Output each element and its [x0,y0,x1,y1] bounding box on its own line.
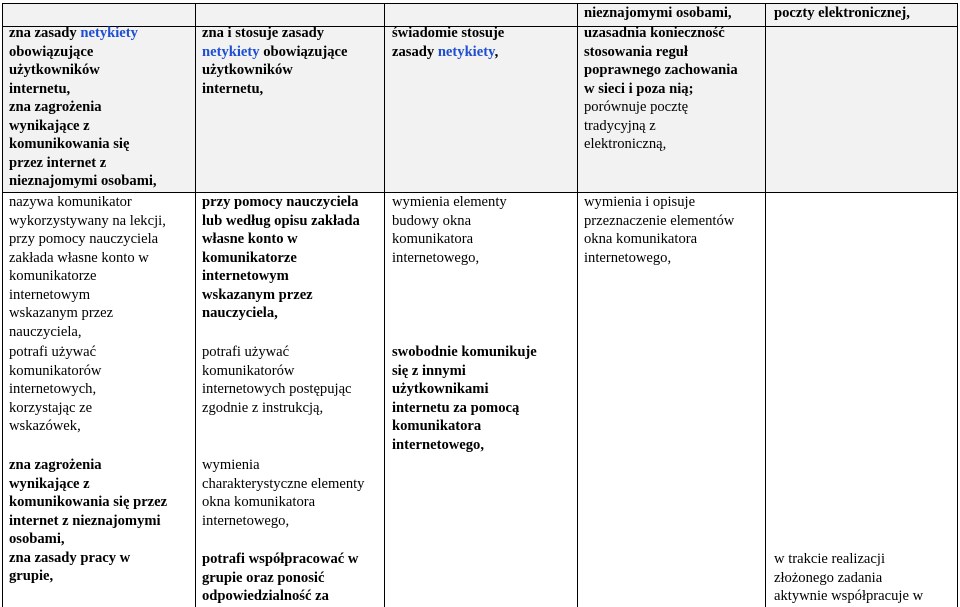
col2-line: zna i stosuje zasady [202,25,325,41]
column-header-4: nieznajomymi osobami, [584,5,732,21]
col1-line: wskazanym przez [9,305,114,321]
col1-line: zna zagrożenia [9,457,102,473]
col5-line: aktywnie współpracuje w [774,588,924,604]
col1-line: potrafi używać [9,344,97,360]
col4-line: w sieci i poza nią; [584,80,694,97]
col1-line: nauczyciela, [9,323,82,340]
col3-block2 [392,193,576,267]
col1-line: nieznajomymi osobami, [9,173,157,189]
netiquette-term: netykiety [202,43,260,60]
col2-line: użytkowników [202,62,293,78]
col1-line: internet z nieznajomymi [9,512,161,529]
col1-line: zakłada własne konto w [9,249,149,266]
column-header-5: poczty elektronicznej, [774,5,910,21]
col1-line: zna zagrożenia [9,99,102,115]
col1-block3 [9,230,193,341]
col1-line: zna zasady pracy w [9,549,131,566]
col2-line: netykiety obowiązujące [202,43,348,60]
col2-line: internetowym [202,268,289,284]
col1-line: wynikające z [9,475,90,492]
col1-line: przez internet z [9,154,107,171]
col3-block3 [392,343,576,454]
col1-line: internetu, [9,80,71,97]
col4-line: przeznaczenie elementów [584,212,735,229]
col1-line: osobami, [9,531,65,547]
col1-line: wynikające z [9,117,90,134]
netiquette-term: netykiety [80,25,138,41]
col2-block3 [202,343,382,417]
col2-line: komunikatorów [202,362,295,379]
col3-line: internetu za pomocą [392,399,520,416]
col2-line: nauczyciela, [202,305,278,321]
col4-line: porównuje pocztę [584,99,689,115]
col4-line: okna komunikatora [584,231,698,247]
col1-block5 [9,456,193,586]
col2-block2 [202,193,382,323]
table-col-divider [765,3,766,607]
col2-line: wskazanym przez [202,286,313,303]
col2-line: wymienia [202,457,260,473]
col2-line: internetowego, [202,512,290,529]
col1-line: grupie, [9,568,54,584]
col2-line: charakterystyczne elementy [202,475,365,492]
col1-line: internetowym [9,286,91,303]
col4-line: uzasadnia konieczność [584,25,725,41]
col2-line: potrafi używać [202,344,290,360]
col2-line: grupie oraz ponosić [202,569,325,586]
col1-block2 [9,193,193,230]
col4-line: internetowego, [584,249,672,266]
col1-line: komunikowania się [9,136,130,152]
col3-line: świadomie stosuje [392,25,505,41]
table-border-left [2,3,3,607]
col1-line: komunikatorze [9,268,97,284]
col2-line: lub według opisu zakłada [202,212,360,229]
table-col-divider [384,3,385,607]
col3-line: budowy okna [392,212,472,229]
col3-line: użytkownikami [392,381,489,397]
table-col-divider [577,3,578,607]
col1-line: internetowych, [9,381,97,397]
col2-line: własne konto w [202,231,298,247]
col3-line: zasady netykiety, [392,43,499,60]
col4-line: stosowania reguł [584,43,688,60]
col3-block1 [392,24,576,61]
col2-line: internetowych postępując [202,381,352,397]
col1-line: zna zasady netykiety [9,25,138,41]
col3-line: internetowego, [392,249,480,266]
col5-block1 [774,550,956,606]
col1-block1 [9,24,193,191]
col2-line: potrafi współpracować w [202,551,359,567]
col2-line: zgodnie z instrukcją, [202,399,324,416]
col4-line: elektroniczną, [584,136,667,152]
col3-line: wymienia elementy [392,194,507,210]
col2-block1 [202,24,382,98]
col1-line: wskazówek, [9,418,81,434]
col1-block4 [9,343,193,436]
col2-block4 [202,456,382,530]
col5-line: złożonego zadania [774,569,883,586]
col4-block2 [584,193,764,267]
col3-line: internetowego, [392,436,484,453]
col1-line: użytkowników [9,62,100,78]
col1-line: korzystając ze [9,399,93,416]
col5-line: w trakcie realizacji [774,551,885,567]
netiquette-term: netykiety [437,43,495,60]
col1-line: komunikatorów [9,362,102,379]
col2-line: okna komunikatora [202,494,316,510]
col1-line: obowiązujące [9,43,94,60]
col3-line: komunikatora [392,231,474,247]
col2-line: komunikatorze [202,249,297,266]
col4-line: wymienia i opisuje [584,194,696,210]
col4-line: poprawnego zachowania [584,62,738,78]
col3-line: komunikatora [392,418,482,434]
table-col-divider [195,3,196,607]
col2-line: przy pomocy nauczyciela [202,194,359,210]
col3-line: się z innymi [392,362,466,379]
col4-line: tradycyjną z [584,117,656,134]
col1-line: nazywa komunikator [9,194,132,210]
col2-line: internetu, [202,80,264,97]
col3-line: swobodnie komunikuje [392,344,537,360]
table-border-right [957,3,958,607]
col1-line: komunikowania się przez [9,494,168,510]
col2-block5 [202,550,382,606]
col4-block1 [584,24,764,154]
col1-line: przy pomocy nauczyciela [9,231,159,247]
col2-line: odpowiedzialność za [202,588,329,604]
col1-line: wykorzystywany na lekcji, [9,212,166,229]
